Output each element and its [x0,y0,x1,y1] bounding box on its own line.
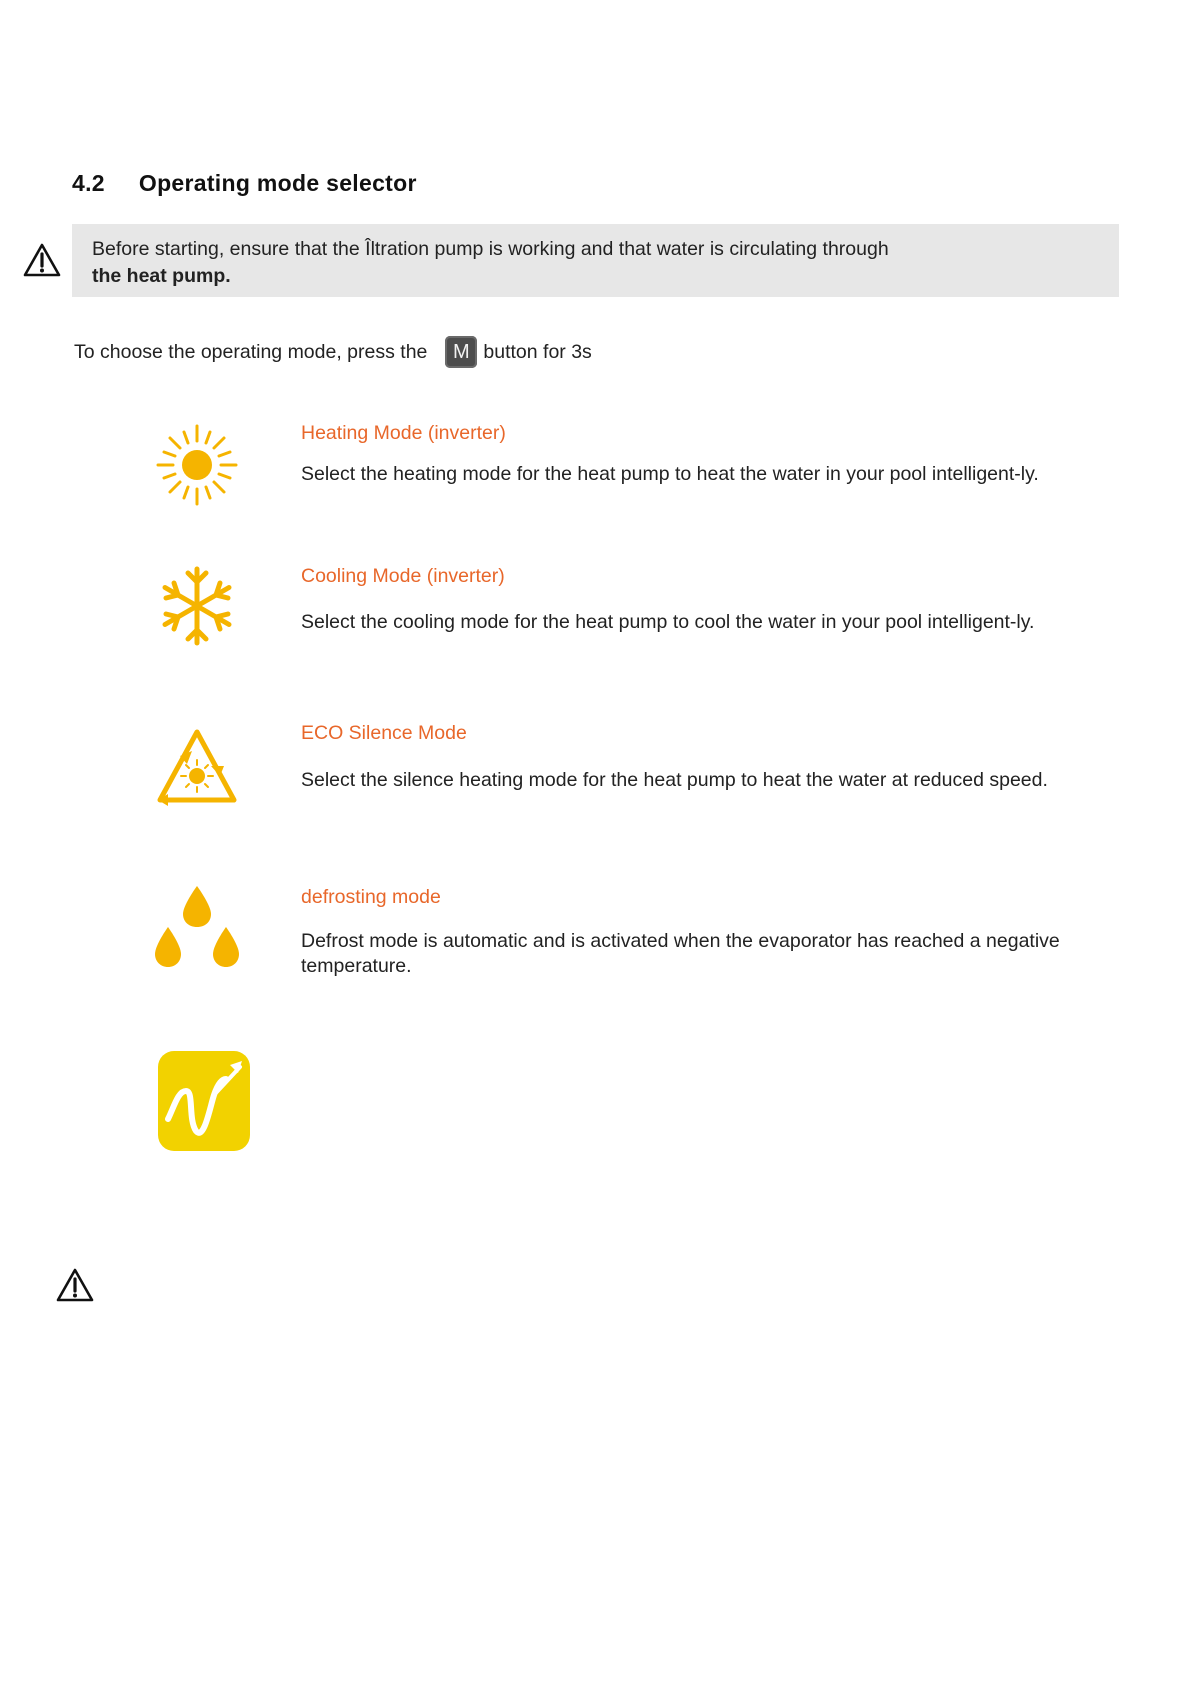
boost-icon [158,1051,250,1156]
notice-box [72,224,1119,297]
notice-text [92,236,889,290]
notice-line-2: the heat pump. [92,265,231,287]
section-number: 4.2 [72,170,105,196]
mode-title-heating: Heating Mode (inverter) [301,422,506,444]
snowflake-icon [156,565,238,652]
sun-icon [156,424,238,511]
eco-triangle-icon [154,726,240,813]
notice-line-1: Before starting, ensure that the Îltration pump is working and that water is circulating through [92,238,889,260]
mode-description-eco-silence: Select the silence heating mode for the heat pump to heat the water at reduced speed. [301,769,1048,791]
warning-icon-bottom [55,1267,95,1308]
instruction-text-before: To choose the operating mode, press the [74,340,428,363]
mode-title-defrosting: defrosting mode [301,886,441,908]
mode-title-cooling: Cooling Mode (inverter) [301,565,505,587]
warning-icon [22,242,62,283]
mode-description-cooling: Select the cooling mode for the heat pump to cool the water in your pool intelligent-ly. [301,611,1035,633]
mode-key-button: M [445,336,477,368]
mode-title-eco-silence: ECO Silence Mode [301,722,467,744]
mode-description-defrosting: Defrost mode is automatic and is activated when the evaporator has reached a negative temperature. [301,930,1060,977]
instruction [74,336,592,368]
instruction-text-after: button for 3s [483,340,592,363]
section-title: Operating mode selector [138,170,417,196]
mode-description-heating: Select the heating mode for the heat pump to heat the water in your pool intelligent-ly. [301,463,1039,485]
water-drops-icon [152,884,242,975]
section-heading [72,170,417,197]
